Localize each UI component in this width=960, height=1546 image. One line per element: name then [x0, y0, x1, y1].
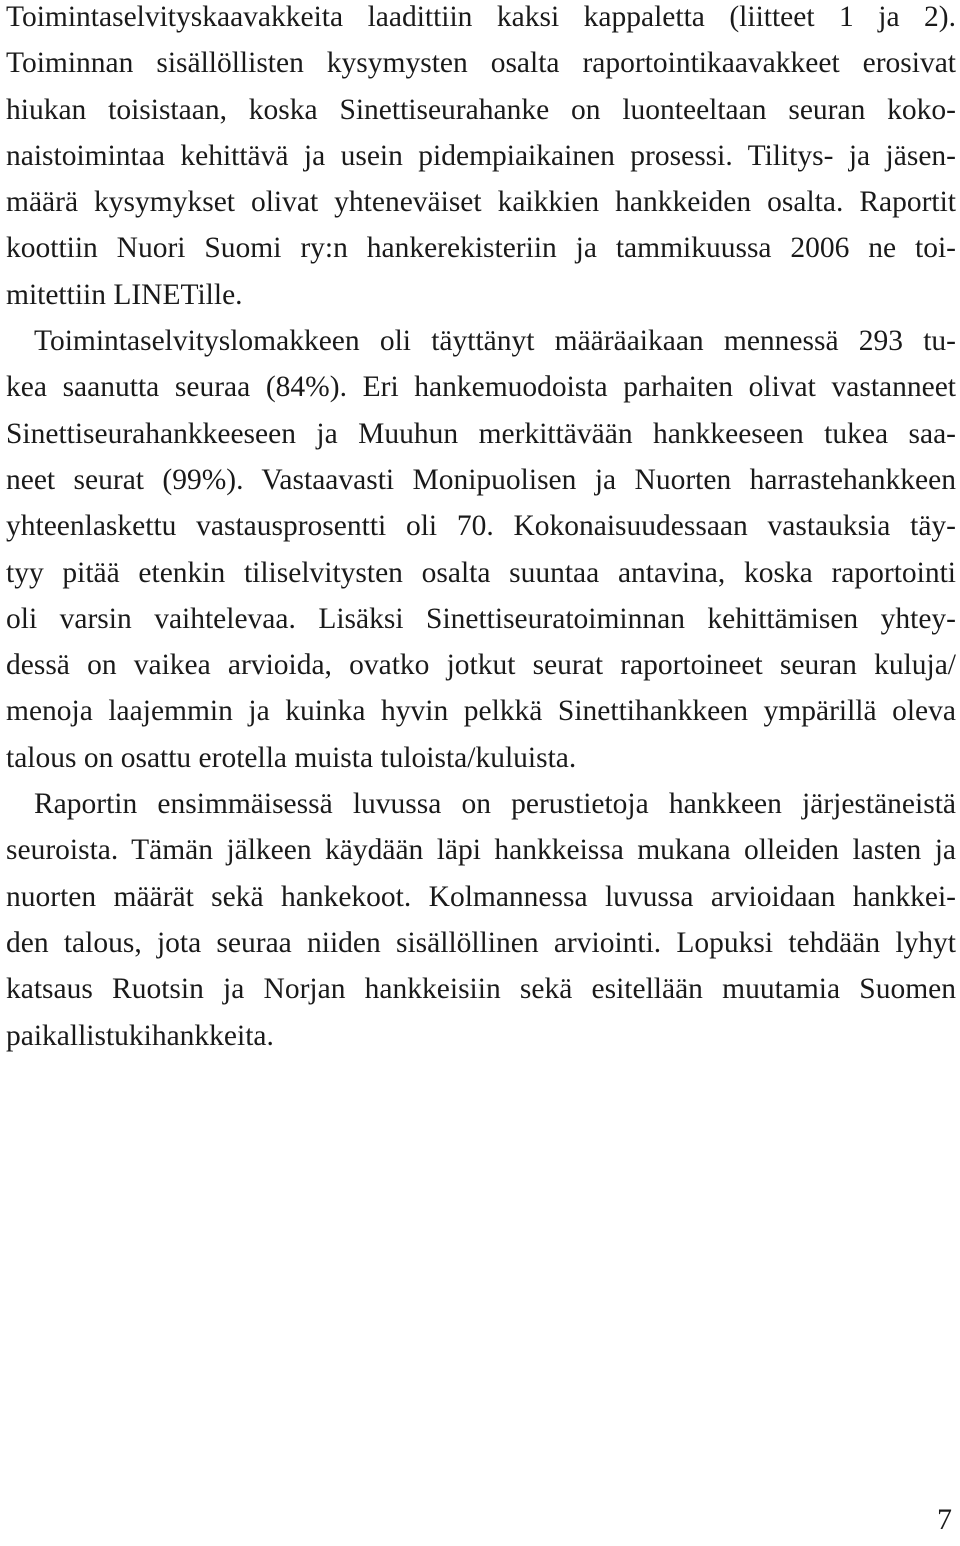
text-line: nuorten määrät sekä hankekoot. Kolmannessa luvussa arvioidaan hankkei-: [6, 880, 956, 913]
text-line: neet seurat (99%). Vastaavasti Monipuolisen ja Nuorten harrastehankkeen: [6, 463, 956, 496]
page-number: 7: [937, 1503, 952, 1536]
text-line: Toimintaselvityslomakkeen oli täyttänyt määräaikaan mennessä 293 tu-: [34, 325, 956, 358]
text-line: katsaus Ruotsin ja Norjan hankkeisiin sekä esitellään muutamia Suomen: [6, 973, 956, 1006]
text-line: Toiminnan sisällöllisten kysymysten osalta raportointikaavakkeet erosivat: [6, 47, 956, 80]
text-line: yhteenlaskettu vastausprosentti oli 70. Kokonaisuudessaan vastauksia täy-: [6, 510, 956, 543]
text-line: tyy pitää etenkin tiliselvitysten osalta suuntaa antavina, koska raportointi: [6, 556, 956, 589]
text-line: mitettiin LINETille.: [6, 278, 243, 311]
text-line: määrä kysymykset olivat yhteneväiset kaikkien hankkeiden osalta. Raportit: [6, 186, 956, 219]
text-line: Raportin ensimmäisessä luvussa on perustietoja hankkeen järjestäneistä: [34, 788, 956, 821]
text-line: naistoimintaa kehittävä ja usein pidempiaikainen prosessi. Tilitys- ja jäsen-: [6, 139, 956, 172]
text-line: paikallistukihankkeita.: [6, 1019, 274, 1052]
text-line: dessä on vaikea arvioida, ovatko jotkut seurat raportoineet seuran kuluja/: [6, 649, 956, 682]
text-line: hiukan toisistaan, koska Sinettiseurahanke on luonteeltaan seuran koko-: [6, 93, 956, 126]
text-line: menoja laajemmin ja kuinka hyvin pelkkä Sinettihankkeen ympärillä oleva: [6, 695, 956, 728]
text-line: seuroista. Tämän jälkeen käydään läpi hankkeissa mukana olleiden lasten ja: [6, 834, 956, 867]
body-text: [6, 0, 956, 1059]
text-line: Toimintaselvityskaavakkeita laadittiin kaksi kappaletta (liitteet 1 ja 2).: [6, 1, 956, 33]
text-line: oli varsin vaihtelevaa. Lisäksi Sinettiseuratoiminnan kehittämisen yhtey-: [6, 602, 956, 635]
text-line: talous on osattu erotella muista tuloista/kuluista.: [6, 741, 577, 774]
text-line: koottiin Nuori Suomi ry:n hankerekisteriin ja tammikuussa 2006 ne toi-: [6, 232, 956, 265]
text-line: den talous, jota seuraa niiden sisällöllinen arviointi. Lopuksi tehdään lyhyt: [6, 926, 956, 959]
text-line: Sinettiseurahankkeeseen ja Muuhun merkittävään hankkeeseen tukea saa-: [6, 417, 956, 450]
text-line: kea saanutta seuraa (84%). Eri hankemuodoista parhaiten olivat vastanneet: [6, 371, 956, 404]
